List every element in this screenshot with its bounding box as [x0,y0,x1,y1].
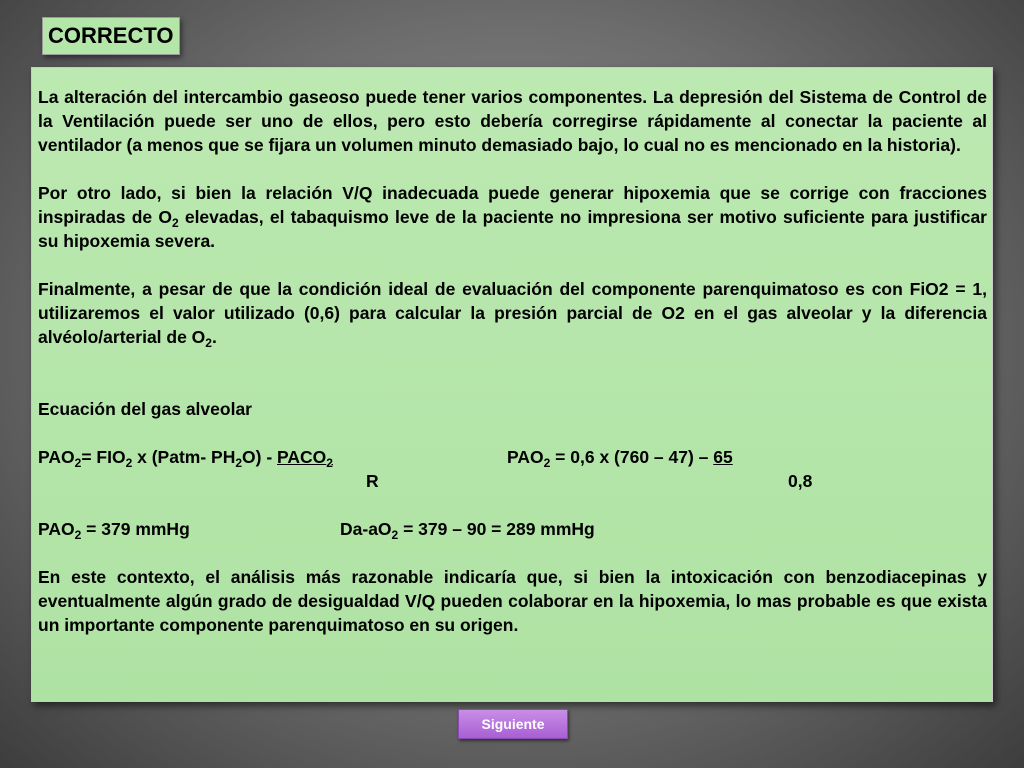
subscript: 2 [205,336,212,350]
title-text: CORRECTO [48,23,174,48]
content-panel [31,67,993,702]
pao2-result: $PAO_2 = 379$ mmHg [38,519,190,542]
formula-denominator: R [366,471,379,491]
next-button[interactable] [458,709,568,739]
paragraph-text: En este contexto, el análisis más razonable indicaría que, si bien la intoxicación con benzodiacepinas y eventualmente algún grado de desigualdad V/Q pueden colaborar en la hipoxemia, lo mas probable es que exista un importante componente parenquimatoso en su origen. [38,567,987,635]
paragraph-conclusion [38,565,987,637]
paragraph-text: Finalmente, a pesar de que la condición ideal de evaluación del componente parenquimatoso es con FiO2 = 1, utilizaremos el valor utilizado (0,6) para calcular la presión parcial de O2 en el gas alveolar y la diferencia alvéolo/arterial de O [38,279,987,347]
results-row [38,517,987,541]
paragraph-vq [38,181,987,253]
alveolar-gas-calculation: $PAO_2 = 0,6$ x (760 – 47) – 65 [507,447,733,470]
daao2-result: $Da-aO_2 = 379 - 90 = 289$ mmHg [340,519,595,542]
paragraph-text: elevadas, el tabaquismo leve de la paciente no impresiona ser motivo suficiente para justificar su hipoxemia severa. [38,207,987,251]
next-button-label: Siguiente [481,716,545,732]
equation-heading [38,397,987,421]
equation-heading-text: Ecuación del gas alveolar [38,399,252,419]
denominator-row [38,469,987,493]
subscript: 2 [171,216,179,230]
page-title [42,17,180,55]
paragraph-ventilation [38,85,987,157]
paragraph-text: . [211,327,217,347]
paragraph-parenchymal [38,277,987,349]
alveolar-gas-formula: $PAO_2= FIO_2$ x (Patm- $PH_2O$) - $PACO_2$ [38,447,333,470]
calculation-denominator: 0,8 [788,471,813,491]
paragraph-text: La alteración del intercambio gaseoso puede tener varios componentes. La depresión del Sistema de Control de la Ventilación puede ser uno de ellos, pero esto debería corregirse rápidamente al conectar la paciente al ventilador (a menos que se fijara un volumen minuto demasiado bajo, lo cual no es mencionado en la historia). [38,87,987,155]
paragraph-text: Por otro lado, si bien la relación V/Q inadecuada puede generar hipoxemia que se corrige con fracciones inspiradas de O [38,183,987,227]
equation-row [38,445,987,469]
